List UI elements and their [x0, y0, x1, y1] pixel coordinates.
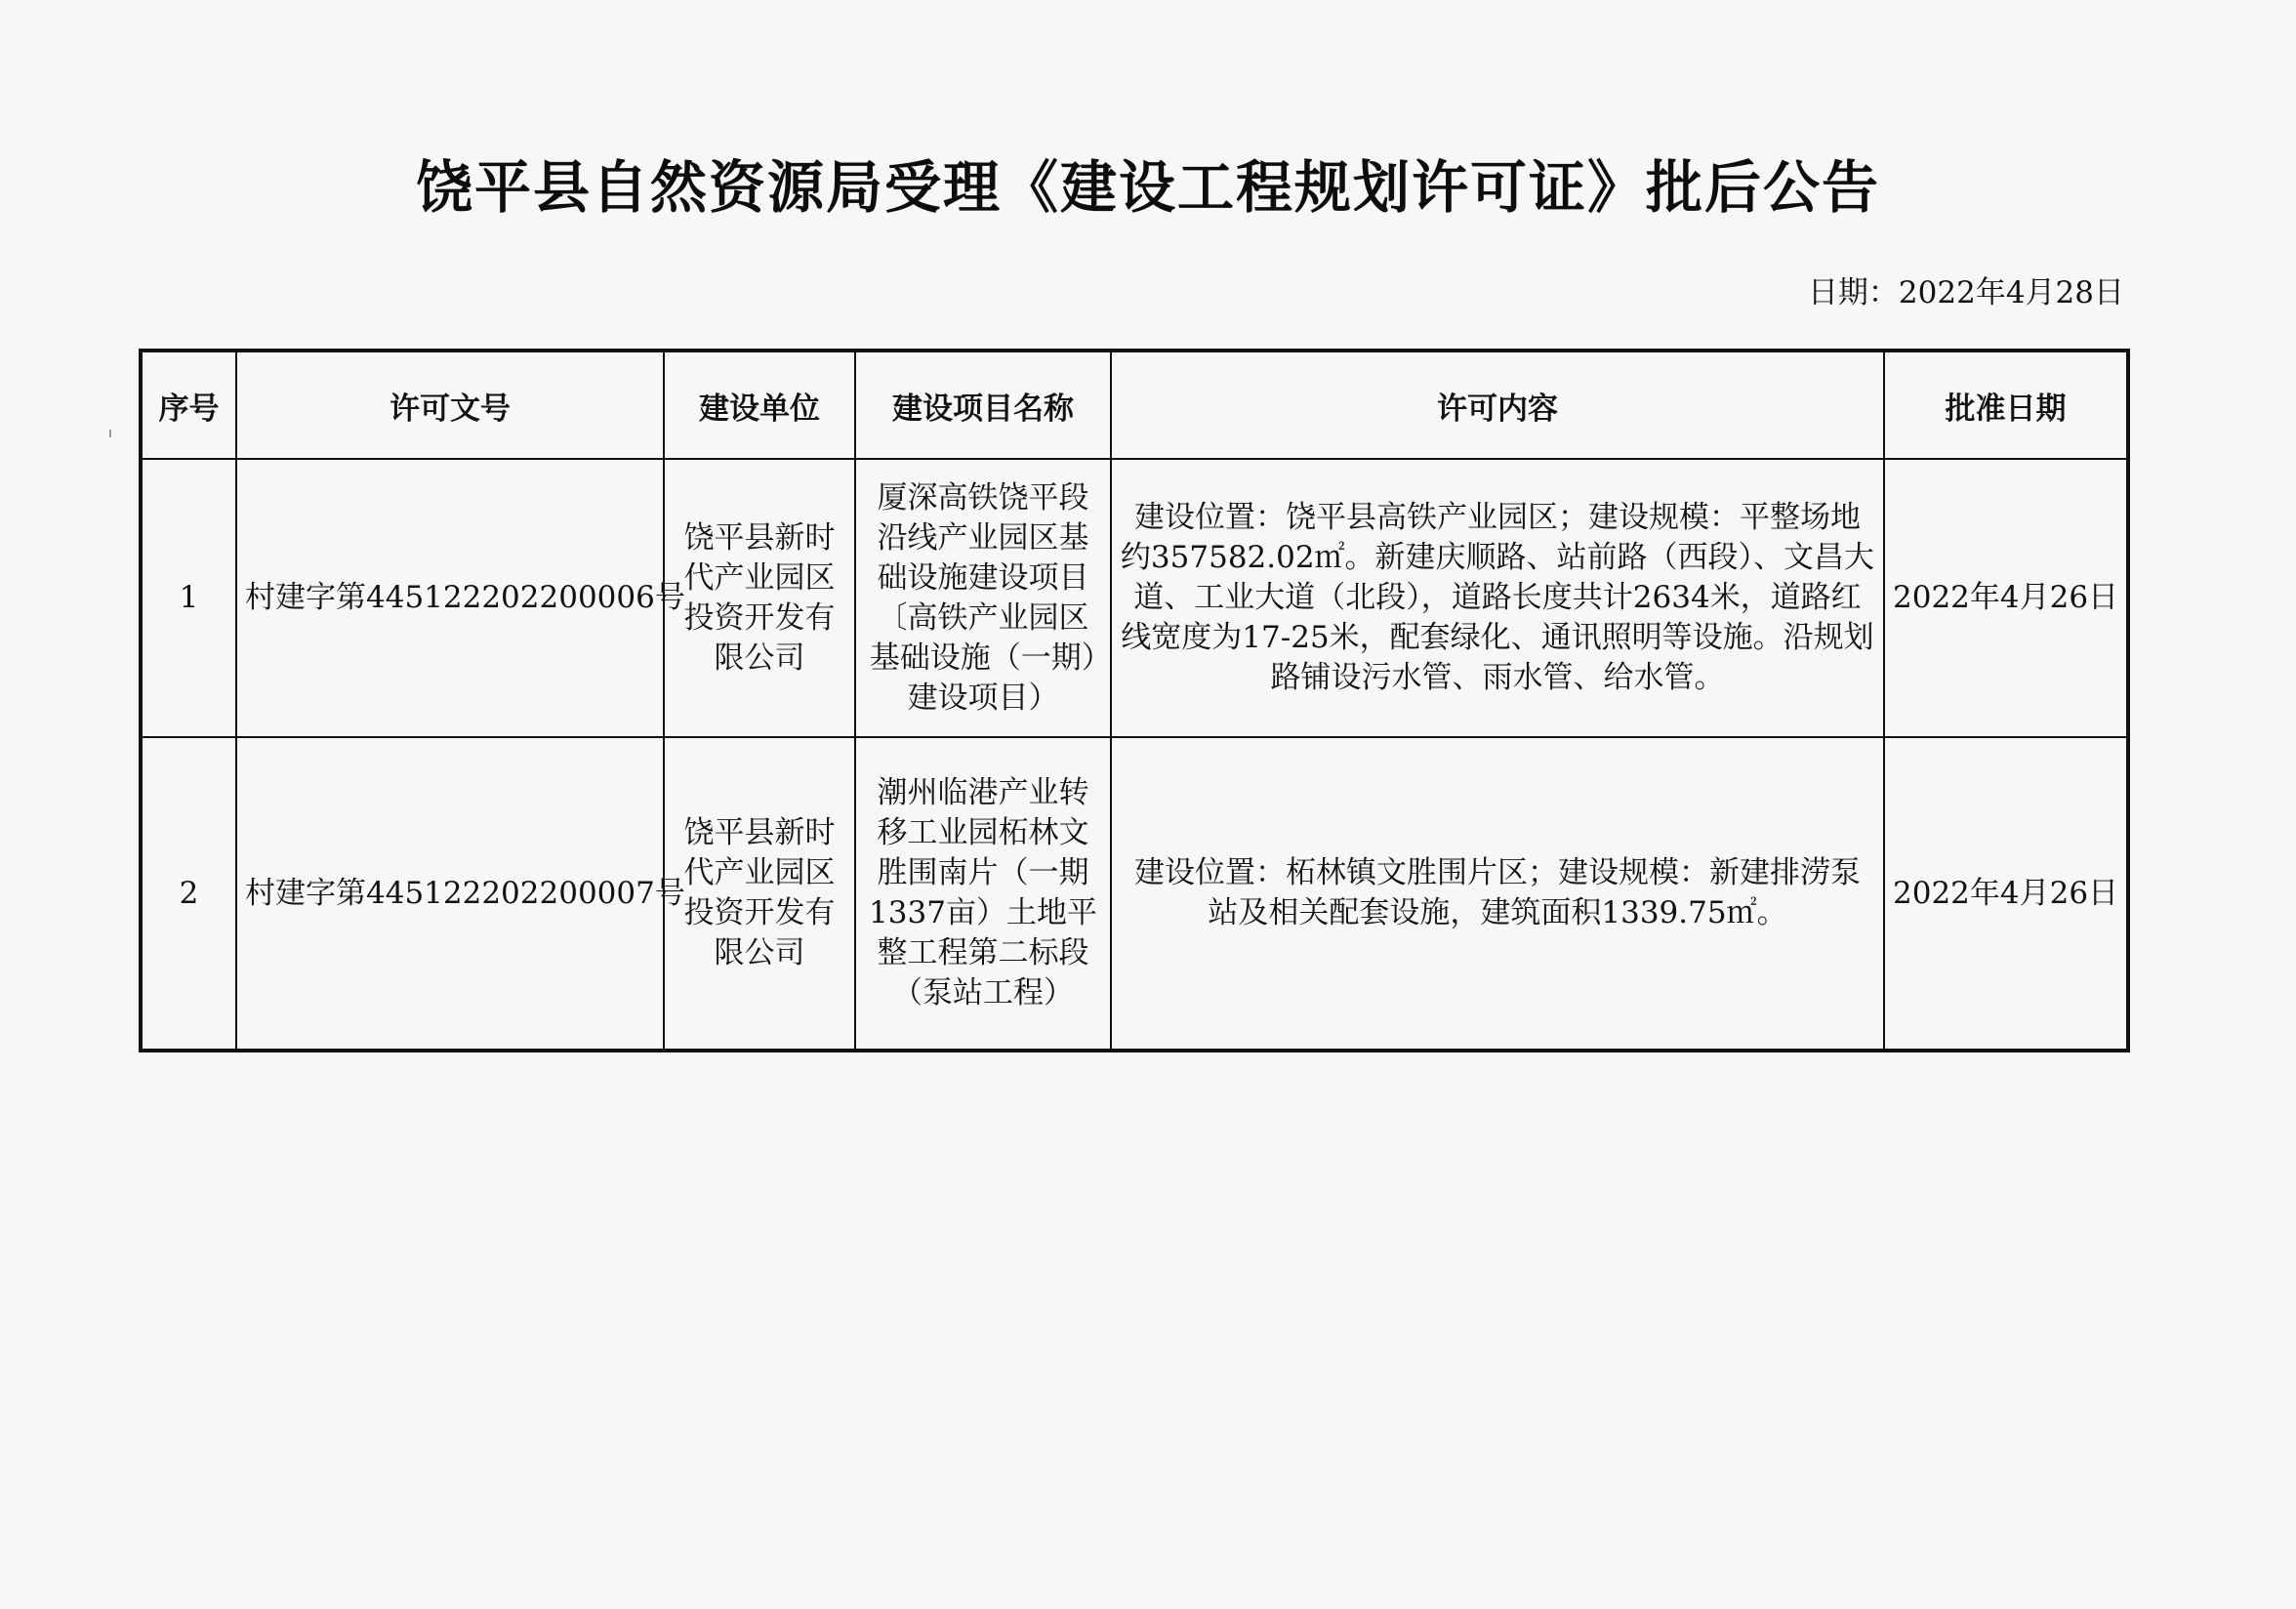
document-title: 饶平县自然资源局受理《建设工程规划许可证》批后公告 — [415, 154, 1880, 221]
cell-approval-date: 2022年4月26日 — [1884, 737, 2128, 1051]
cell-permit-no: 村建字第445122202200006号 — [236, 459, 664, 737]
cell-project: 潮州临港产业转移工业园柘林文胜围南片（一期1337亩）土地平整工程第二标段（泵站工程） — [855, 737, 1111, 1051]
cell-project: 厦深高铁饶平段沿线产业园区基础设施建设项目〔高铁产业园区基础设施（一期）建设项目） — [855, 459, 1111, 737]
cell-seq: 1 — [141, 459, 236, 737]
scan-artifact — [109, 430, 111, 437]
cell-permit-no: 村建字第445122202200007号 — [236, 737, 664, 1051]
cell-unit: 饶平县新时代产业园区投资开发有限公司 — [664, 459, 855, 737]
header-project: 建设项目名称 — [855, 351, 1111, 459]
cell-unit: 饶平县新时代产业园区投资开发有限公司 — [664, 737, 855, 1051]
header-permit-no: 许可文号 — [236, 351, 664, 459]
cell-approval-date: 2022年4月26日 — [1884, 459, 2128, 737]
cell-content: 建设位置：柘林镇文胜围片区；建设规模：新建排涝泵站及相关配套设施，建筑面积1339.75㎡。 — [1111, 737, 1884, 1051]
table-row — [141, 737, 2128, 1051]
header-content: 许可内容 — [1111, 351, 1884, 459]
publish-date: 日期：2022年4月28日 — [1807, 275, 2124, 310]
permit-table — [139, 349, 2130, 1052]
header-seq: 序号 — [141, 351, 236, 459]
cell-content: 建设位置：饶平县高铁产业园区；建设规模：平整场地约357582.02㎡。新建庆顺路、站前路（西段）、文昌大道、工业大道（北段），道路长度共计2634米，道路红线宽度为17-25米，配套绿化、通讯照明等设施。沿规划路铺设污水管、雨水管、给水管。 — [1111, 459, 1884, 737]
table-header-row — [141, 351, 2128, 459]
table-row — [141, 459, 2128, 737]
header-approval-date: 批准日期 — [1884, 351, 2128, 459]
cell-seq: 2 — [141, 737, 236, 1051]
header-unit: 建设单位 — [664, 351, 855, 459]
